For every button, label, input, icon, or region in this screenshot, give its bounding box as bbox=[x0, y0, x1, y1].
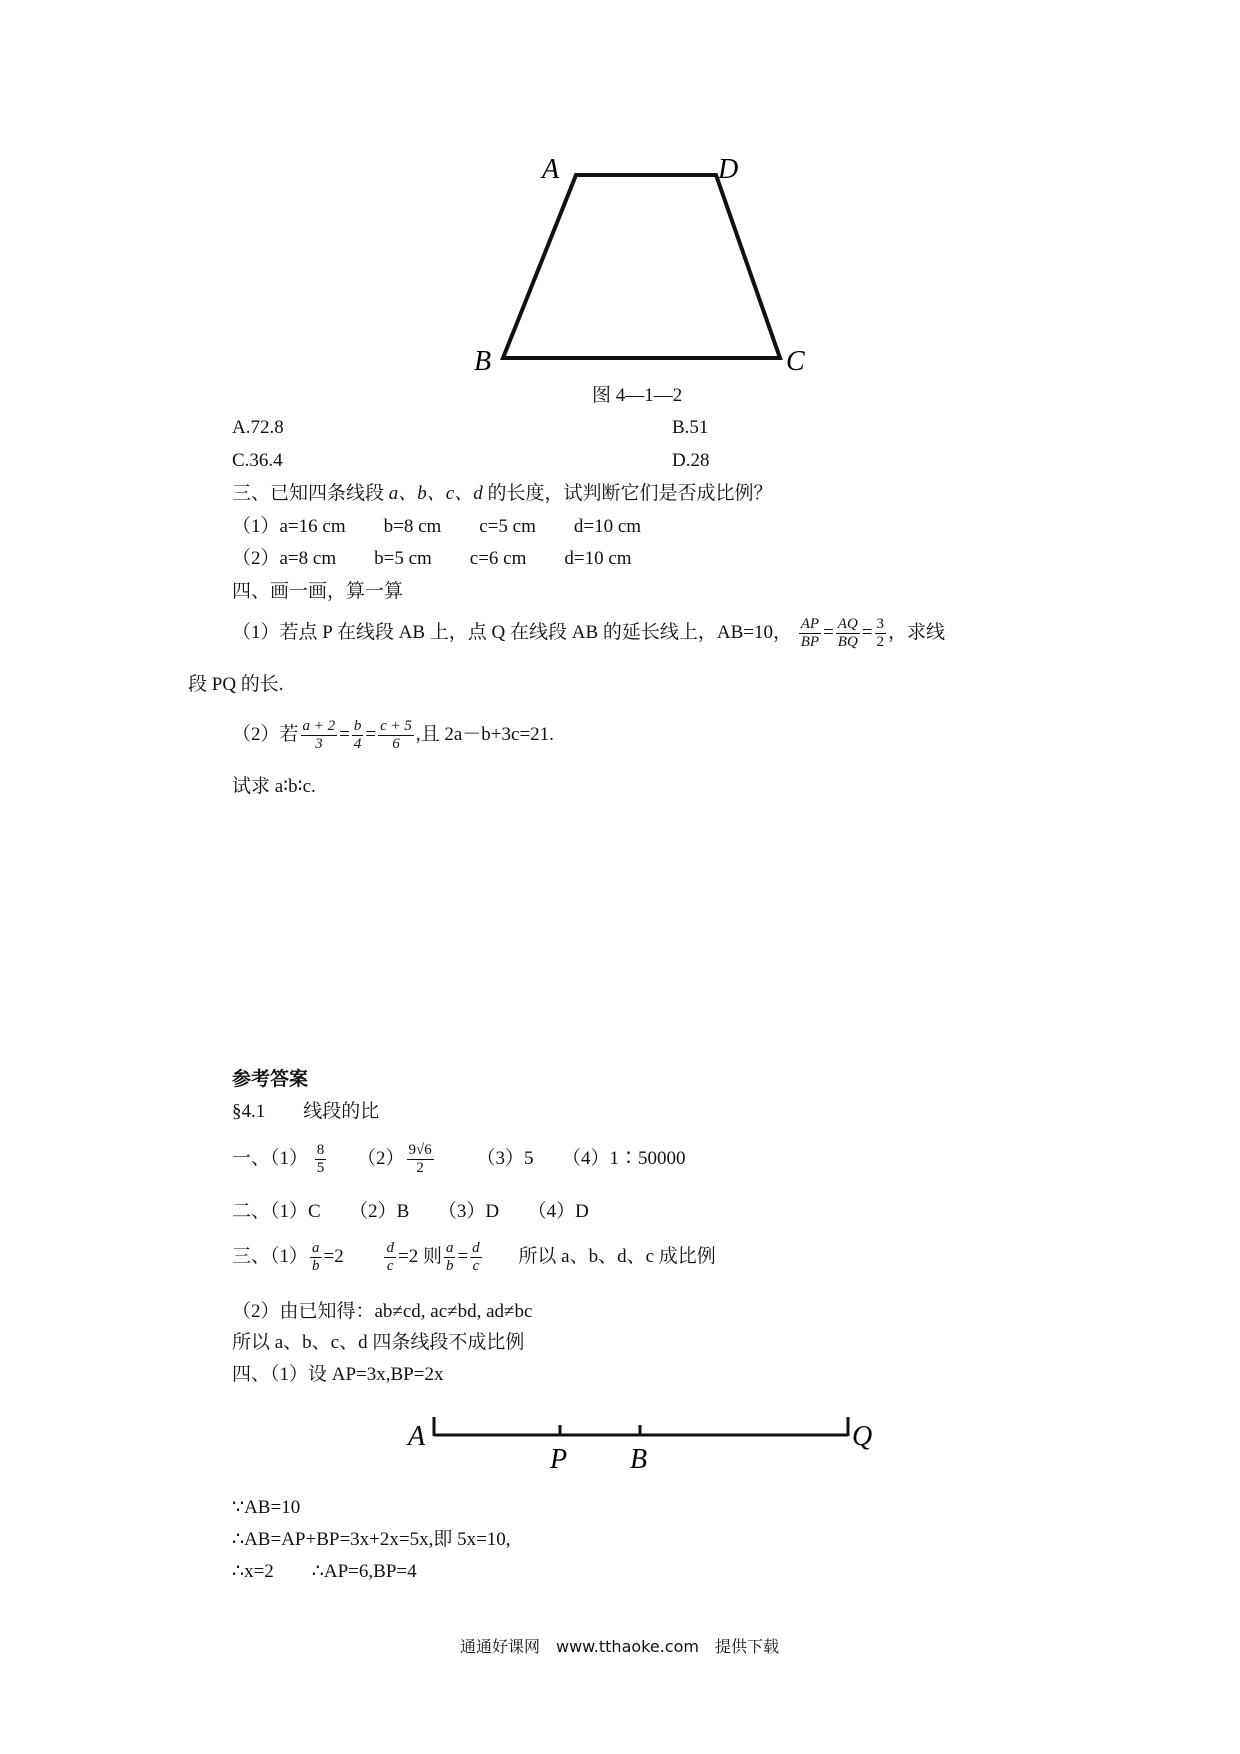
answers-two: 二、（1）C （2）B （3）D （4）D bbox=[232, 1201, 589, 1222]
vertex-label-b: B bbox=[474, 346, 492, 377]
vertex-label-c: C bbox=[786, 346, 805, 377]
fraction-8-5 bbox=[315, 1142, 327, 1177]
answers-three-eq1: =2 bbox=[323, 1245, 344, 1267]
section4-q1-post: ，求线 bbox=[888, 621, 946, 643]
answers-title: 参考答案 bbox=[232, 1069, 309, 1090]
choice-d: D.28 bbox=[672, 450, 710, 471]
segment-label-b: B bbox=[630, 1444, 648, 1475]
answers-three-post: 所以 a、b、d、c 成比例 bbox=[518, 1245, 716, 1267]
section4-q1: （1）若点 P 在线段 AB 上，点 Q 在线段 AB 的延长线上，AB=10， $\frac{AP}{BP}$ = $\frac{AQ}{BQ}$ = $\frac{3}{2}$ ，求线 bbox=[232, 616, 946, 650]
fraction-a2-3 bbox=[301, 718, 338, 753]
fraction-aq-bq bbox=[836, 616, 860, 651]
section4-q2-ask: 试求 a∶b∶c. bbox=[232, 776, 316, 797]
trapezoid-shape bbox=[503, 175, 780, 358]
vertex-label-a: A bbox=[542, 154, 560, 185]
frac-den: 2 bbox=[416, 1160, 424, 1176]
section3-heading-post: 的长度，试判断它们是否成比例？ bbox=[482, 483, 773, 504]
fraction-c5-6 bbox=[378, 718, 414, 753]
section3-heading bbox=[232, 482, 772, 506]
frac-den: 4 bbox=[353, 736, 362, 752]
section4-q1-cont: 段 PQ 的长. bbox=[188, 674, 284, 695]
fraction-3-2 bbox=[875, 616, 887, 651]
frac-den: c bbox=[472, 1258, 480, 1274]
answers-one-2: （2） bbox=[357, 1147, 405, 1169]
frac-num: b bbox=[353, 718, 362, 734]
fraction-a-b bbox=[310, 1240, 322, 1275]
answers-three-eq2: =2 则 bbox=[397, 1245, 442, 1267]
frac-num: 3 bbox=[876, 616, 884, 632]
section4-heading: 四、画一画，算一算 bbox=[232, 581, 404, 602]
choice-a: A.72.8 bbox=[232, 417, 284, 438]
frac-num: c + 5 bbox=[380, 718, 412, 734]
frac-den: c bbox=[386, 1258, 394, 1274]
answers-three-2: （2）由已知得：ab≠cd, ac≠bd, ad≠bc bbox=[232, 1301, 533, 1322]
fraction-b-4 bbox=[352, 718, 364, 753]
answers-l1: ∵AB=10 bbox=[232, 1497, 301, 1518]
section4-q1-pre: （1）若点 P 在线段 AB 上，点 Q 在线段 AB 的延长线上，AB=10， bbox=[232, 621, 792, 643]
segment-figure bbox=[400, 1405, 890, 1485]
section3-heading-pre: 三、已知四条线段 bbox=[232, 483, 389, 504]
answers-three: 三、（1） $\frac{a}{b}$ =2 $\frac{d}{c}$ =2 则 $\frac{a}{b}$ = $\frac{d}{c}$ 所以 a、b、d、c 成比例 bbox=[232, 1240, 716, 1274]
frac-den: 2 bbox=[876, 634, 884, 650]
trapezoid-figure bbox=[470, 145, 830, 380]
frac-den: BQ bbox=[837, 634, 858, 650]
fraction-d-c bbox=[384, 1240, 396, 1275]
answers-three-2b: 所以 a、b、c、d 四条线段不成比例 bbox=[232, 1332, 525, 1353]
frac-den: 3 bbox=[315, 736, 323, 752]
fraction-a-b-2 bbox=[444, 1240, 456, 1275]
choice-b: B.51 bbox=[672, 417, 709, 438]
frac-num: AQ bbox=[837, 616, 858, 632]
frac-num: d bbox=[386, 1240, 394, 1256]
section4-q2-pre: （2）若 bbox=[232, 723, 299, 745]
vertex-label-d: D bbox=[718, 154, 739, 185]
answers-l2: ∴AB=AP+BP=3x+2x=5x,即 5x=10, bbox=[232, 1529, 511, 1550]
section3-q1: （1）a=16 cm b=8 cm c=5 cm d=10 cm bbox=[232, 516, 642, 537]
frac-den: BP bbox=[800, 634, 820, 650]
answers-one-rest: （3）5 （4）1∶50000 bbox=[476, 1147, 686, 1169]
answers-four-1: 四、（1）设 AP=3x,BP=2x bbox=[232, 1364, 444, 1385]
page-footer: 通通好课网 www.tthaoke.com 提供下载 bbox=[460, 1637, 779, 1656]
figure-caption: 图 4—1—2 bbox=[592, 385, 683, 406]
fraction-d-c-2 bbox=[470, 1240, 482, 1275]
frac-num: AP bbox=[800, 616, 820, 632]
frac-den: 5 bbox=[316, 1160, 325, 1176]
frac-num: 9√6 bbox=[408, 1142, 432, 1158]
segment-label-q: Q bbox=[852, 1421, 873, 1452]
fraction-ap-bp bbox=[799, 616, 821, 651]
section4-q2: （2）若 $\frac{a + 2}{3}$ = $\frac{b}{4}$ = $\frac{c + 5}{6}$ ,且 2a－b+3c=21. bbox=[232, 718, 554, 752]
frac-den: 6 bbox=[392, 736, 400, 752]
segment-label-p: P bbox=[550, 1444, 568, 1475]
frac-den: b bbox=[312, 1258, 320, 1274]
section3-q2: （2）a=8 cm b=5 cm c=6 cm d=10 cm bbox=[232, 548, 632, 569]
answers-one bbox=[232, 1142, 686, 1177]
frac-num: d bbox=[472, 1240, 480, 1256]
frac-den: b bbox=[445, 1258, 454, 1274]
segment-label-a: A bbox=[408, 1421, 426, 1452]
section4-q2-post: ,且 2a－b+3c=21. bbox=[415, 723, 554, 745]
answers-section: §4.1 线段的比 bbox=[232, 1101, 380, 1122]
answers-one-pre: 一、（1） bbox=[232, 1147, 309, 1169]
answers-l3: ∴x=2 ∴AP=6,BP=4 bbox=[232, 1561, 417, 1582]
frac-num: a + 2 bbox=[302, 718, 336, 734]
section3-heading-vars: a、b、c、d bbox=[388, 483, 483, 504]
choice-c: C.36.4 bbox=[232, 450, 283, 471]
frac-num: 8 bbox=[316, 1142, 325, 1158]
frac-num: a bbox=[312, 1240, 320, 1256]
frac-num: a bbox=[445, 1240, 454, 1256]
fraction-9root6-2 bbox=[407, 1142, 434, 1177]
answers-three-pre: 三、（1） bbox=[232, 1245, 309, 1267]
